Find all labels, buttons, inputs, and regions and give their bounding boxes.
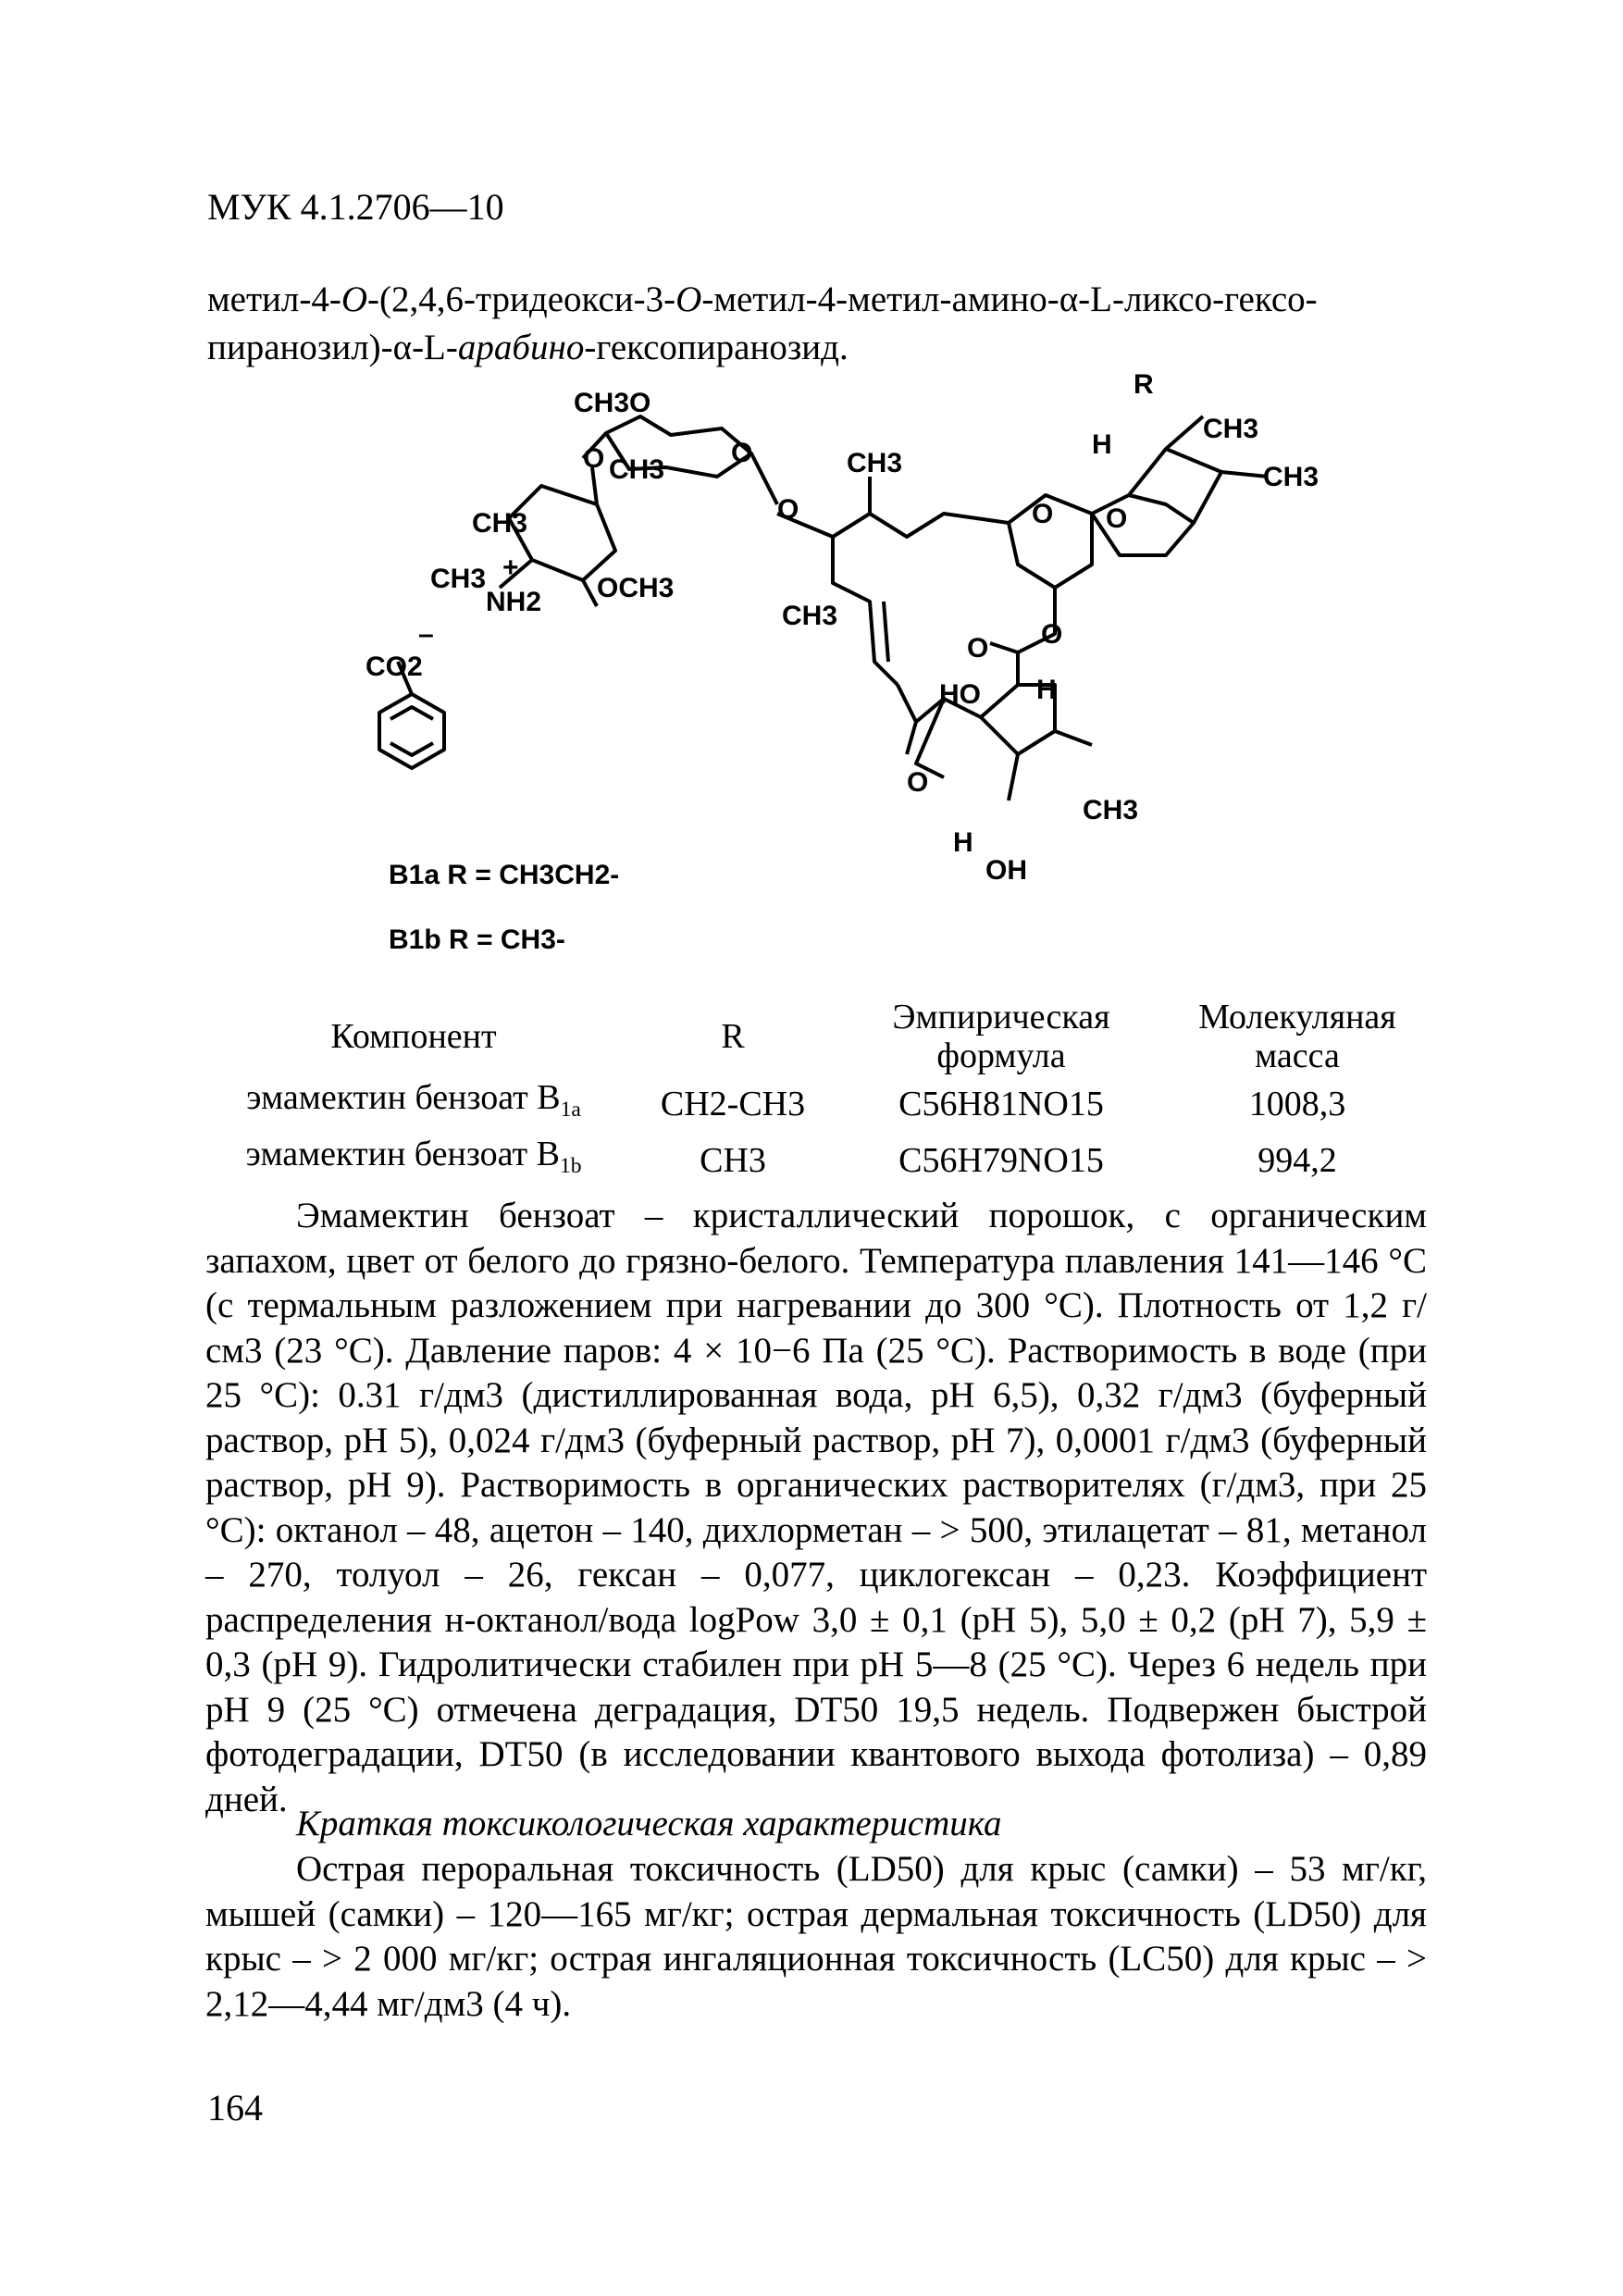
section-title: Краткая токсикологическая характеристика	[296, 1804, 1002, 1843]
label-ch3-mid: CH3	[847, 448, 903, 478]
header-r: R	[721, 1017, 745, 1056]
cell-mass: 1008,3	[1248, 1084, 1346, 1123]
page-number: 164	[207, 2087, 263, 2128]
label-o2: O	[731, 438, 753, 468]
structural-formula	[278, 366, 1388, 995]
label-ch3-b: CH3	[472, 508, 528, 539]
label-o5: O	[1106, 503, 1128, 534]
label-h3: H	[953, 827, 973, 858]
cell-r: CH3	[700, 1140, 766, 1180]
label-co2: CO2	[365, 652, 423, 682]
label-ch3-low: CH3	[1083, 795, 1139, 825]
label-o6: O	[967, 633, 989, 664]
label-nh2: NH2	[486, 587, 542, 617]
label-r: R	[1134, 369, 1154, 400]
label-minus: –	[418, 619, 434, 650]
label-ho: HO	[939, 679, 981, 710]
document-header: МУК 4.1.2706—10	[207, 186, 504, 228]
cell-r: CH2-CH3	[660, 1084, 806, 1123]
label-ch3-top: CH3	[1203, 414, 1259, 444]
cell-mass: 994,2	[1258, 1140, 1337, 1180]
label-o3: O	[777, 494, 799, 525]
table-header-row	[205, 998, 1436, 1075]
label-h2: H	[1036, 675, 1057, 705]
label-ch3-right: CH3	[1263, 462, 1319, 492]
cell-component: эмамектин бензоат $B_{1a}$	[246, 1078, 581, 1123]
label-h1: H	[1092, 429, 1112, 460]
label-ch3-a: CH3	[609, 454, 665, 485]
header-formula: Эмпирическая формула	[892, 998, 1110, 1075]
cell-formula: C56H81NO15	[898, 1084, 1104, 1123]
table-row	[205, 1075, 1436, 1132]
components-table	[205, 998, 1436, 1188]
label-o1: O	[583, 443, 605, 474]
label-oh: OH	[985, 855, 1027, 886]
compound-name-continuation: метил-4-O-(2,4,6-тридеокси-3-O-метил-4-метил-амино-α-L-ликсо-гексо- пиранозил)-α-L-арабино-гексопиранозид.	[207, 279, 1318, 367]
label-ch3o: CH3O	[574, 388, 651, 418]
label-ch3-n: CH3	[430, 564, 487, 594]
label-plus: +	[502, 552, 519, 583]
physical-properties-paragraph: Эмамектин бензоат – кристаллический порошок, с органическим запахом, цвет от белого до грязно-белого. Температура плавления 141—146 °С (с термальным разложением при нагревании до 300 °С). Плотность от 1,2 г/см3 (23 °С). Давление паров: 4 × 10−6 Па (25 °С). Растворимость в воде (при 25 °С): 0.31 г/дм3 (дистиллированная вода, pH 6,5), 0,32 г/дм3 (буферный раствор, pH 5), 0,024 г/дм3 (буферный раствор, pH 7), 0,0001 г/дм3 (буферный раствор, pH 9). Растворимость в органических растворителях (г/дм3, при 25 °С): октанол – 48, ацетон – 140, дихлорметан – > 500, этилацетат – 81, метанол – 270, толуол – 26, гексан – 0,077, циклогексан – 0,23. Коэффициент распределения н-октанол/вода logPow 3,0 ± 0,1 (pH 5), 5,0 ± 0,2 (pH 7), 5,9 ± 0,3 (pH 9). Гидролитически стабилен при pH 5—8 (25 °С). Через 6 недель при pH 9 (25 °С) отмечена деградация, DT50 19,5 недель. Подвержен быстрой фотодеградации, DT50 (в исследовании квантового выхода фотолиза) – 0,89 дней.	[205, 1196, 1427, 1819]
header-component: Компонент	[330, 1017, 497, 1056]
label-ch3-left: CH3	[782, 601, 838, 631]
label-b1b: B1b R = CH3-	[389, 925, 565, 955]
table-row	[205, 1132, 1436, 1188]
toxicity-paragraph: Острая пероральная токсичность (LD50) для крыс (самки) – 53 мг/кг, мышей (самки) – 120—165 мг/кг; острая дермальная токсичность (LD50) для крыс – > 2 000 мг/кг; острая ингаляционная токсичность (LC50) для крыс – > 2,12—4,44 мг/дм3 (4 ч).	[205, 1849, 1427, 2024]
header-mass: Молекуляная масса	[1198, 998, 1396, 1075]
label-o4: O	[1032, 499, 1054, 529]
label-och3: OCH3	[597, 573, 675, 603]
label-b1a: B1a R = CH3CH2-	[389, 860, 620, 890]
label-o7: O	[1041, 619, 1063, 650]
label-o8: O	[907, 767, 929, 798]
cell-formula: C56H79NO15	[898, 1140, 1104, 1180]
structure-diagram	[278, 366, 1388, 995]
cell-component: эмамектин бензоат $B_{1b}$	[245, 1135, 582, 1179]
